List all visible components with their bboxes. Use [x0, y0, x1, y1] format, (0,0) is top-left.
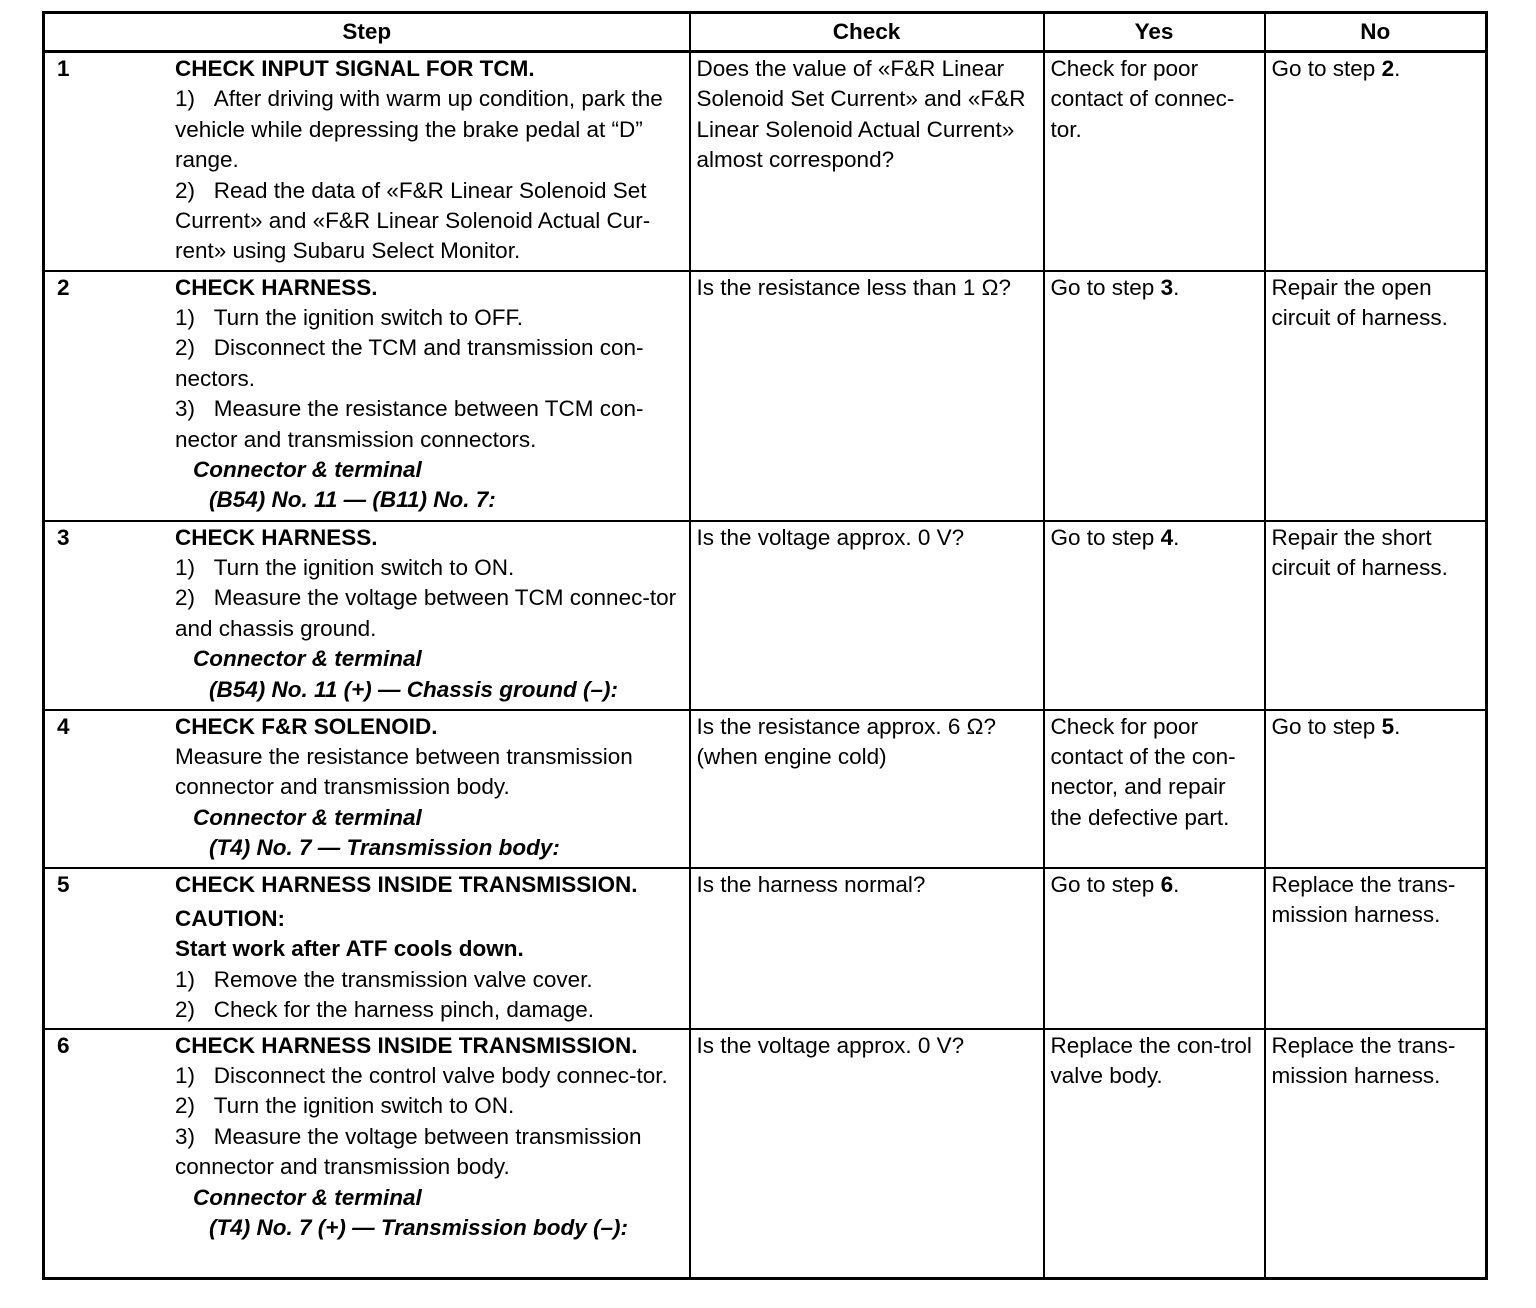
header-no: No [1265, 13, 1487, 52]
no-step-ref: 5 [1381, 713, 1395, 739]
step-instruction: 1) Turn the ignition switch to OFF. [175, 304, 524, 330]
yes-cell [1044, 521, 1265, 710]
connector-terminal-value: (B54) No. 11 (+) — Chassis ground (–): [209, 676, 619, 702]
yes-step-ref: 3 [1160, 274, 1174, 300]
caution-title: CAUTION: [175, 905, 285, 931]
connector-terminal-label: Connector & terminal [193, 804, 422, 830]
check-cell: Is the voltage approx. 0 V? [690, 1029, 1044, 1279]
no-cell: Replace the trans-mission harness. [1265, 1029, 1487, 1279]
step-title: CHECK HARNESS INSIDE TRANSMISSION. [175, 1032, 638, 1058]
diagnostic-table [42, 11, 1488, 1280]
step-title: CHECK HARNESS. [175, 274, 378, 300]
no-text: Go to step [1271, 56, 1382, 81]
step-instruction: 2) Measure the voltage between TCM connec-tor and chassis ground. [175, 585, 677, 641]
check-cell: Does the value of «F&R Linear Solenoid Set Current» and «F&R Linear Solenoid Actual Current» almost correspond? [690, 52, 1044, 271]
table-row [44, 52, 1487, 271]
step-title: CHECK HARNESS INSIDE TRANSMISSION. [175, 871, 638, 897]
step-title: CHECK F&R SOLENOID. [175, 713, 438, 739]
step-instruction: 3) Measure the voltage between transmission connector and transmission body. [175, 1123, 642, 1180]
header-check: Check [690, 13, 1044, 52]
connector-terminal-label: Connector & terminal [193, 456, 422, 482]
step-number: 4 [57, 713, 70, 739]
step-cell [44, 710, 690, 868]
step-number: 6 [57, 1032, 70, 1058]
no-step-ref: 2 [1381, 56, 1395, 81]
yes-suffix: . [1173, 871, 1180, 897]
connector-terminal-value: (T4) No. 7 (+) — Transmission body (–): [209, 1214, 629, 1240]
connector-terminal-value: (B54) No. 11 — (B11) No. 7: [209, 487, 496, 513]
no-suffix: . [1394, 713, 1401, 739]
table-row [44, 710, 1487, 868]
table-row [44, 1029, 1487, 1279]
no-cell [1265, 710, 1487, 868]
no-cell: Repair the short circuit of harness. [1265, 521, 1487, 710]
check-cell: Is the resistance less than 1 Ω? [690, 271, 1044, 521]
table-row [44, 521, 1487, 710]
step-instruction: 3) Measure the resistance between TCM con-nector and transmission connectors. [175, 396, 644, 452]
no-cell [1265, 52, 1487, 271]
no-cell: Repair the open circuit of harness. [1265, 271, 1487, 521]
step-instruction: 1) Turn the ignition switch to ON. [175, 554, 515, 580]
yes-cell [1044, 868, 1265, 1029]
yes-cell: Check for poor contact of the con-nector, and repair the defective part. [1044, 710, 1265, 868]
table-row [44, 271, 1487, 521]
header-step: Step [44, 13, 690, 52]
header-yes: Yes [1044, 13, 1265, 52]
step-instruction: 1) Disconnect the control valve body connec-tor. [175, 1062, 668, 1088]
yes-step-ref: 6 [1160, 871, 1174, 897]
connector-terminal-label: Connector & terminal [193, 646, 422, 672]
no-cell: Replace the trans-mission harness. [1265, 868, 1487, 1029]
step-cell [44, 868, 690, 1029]
step-instruction: 1) Remove the transmission valve cover. [175, 966, 593, 992]
step-number: 3 [57, 524, 70, 550]
yes-cell: Check for poor contact of connec-tor. [1044, 52, 1265, 271]
table-row [44, 868, 1487, 1029]
step-cell [44, 52, 690, 271]
connector-terminal-label: Connector & terminal [193, 1184, 422, 1210]
yes-suffix: . [1173, 524, 1180, 550]
step-instruction: 2) Turn the ignition switch to ON. [175, 1093, 515, 1119]
check-cell: Is the voltage approx. 0 V? [690, 521, 1044, 710]
yes-cell [1044, 271, 1265, 521]
step-instruction: 2) Check for the harness pinch, damage. [175, 997, 594, 1023]
check-cell: Is the resistance approx. 6 Ω? (when engine cold) [690, 710, 1044, 868]
yes-text: Go to step [1050, 871, 1161, 897]
connector-terminal-value: (T4) No. 7 — Transmission body: [209, 835, 560, 861]
step-title: CHECK HARNESS. [175, 524, 378, 550]
step-cell [44, 1029, 690, 1279]
caution-text: Start work after ATF cools down. [175, 936, 524, 962]
step-number: 1 [57, 56, 70, 81]
check-cell: Is the harness normal? [690, 868, 1044, 1029]
step-cell [44, 521, 690, 710]
step-instruction: 1) After driving with warm up condition, park the vehicle while depressing the brake pedal at “D” range. [175, 86, 663, 173]
step-instruction: 2) Disconnect the TCM and transmission con-nectors. [175, 335, 644, 391]
no-text: Go to step [1271, 713, 1382, 739]
yes-step-ref: 4 [1160, 524, 1174, 550]
header-row [44, 13, 1487, 52]
step-cell [44, 271, 690, 521]
yes-text: Go to step [1050, 274, 1161, 300]
yes-cell: Replace the con-trol valve body. [1044, 1029, 1265, 1279]
step-number: 2 [57, 274, 70, 300]
step-instruction: Measure the resistance between transmission connector and transmission body. [175, 743, 633, 800]
yes-text: Go to step [1050, 524, 1161, 550]
step-number: 5 [57, 871, 70, 897]
no-suffix: . [1394, 56, 1401, 81]
step-title: CHECK INPUT SIGNAL FOR TCM. [175, 56, 535, 81]
yes-suffix: . [1173, 274, 1180, 300]
step-instruction: 2) Read the data of «F&R Linear Solenoid Set Current» and «F&R Linear Solenoid Actual Cur-rent» using Subaru Select Monitor. [175, 177, 651, 264]
